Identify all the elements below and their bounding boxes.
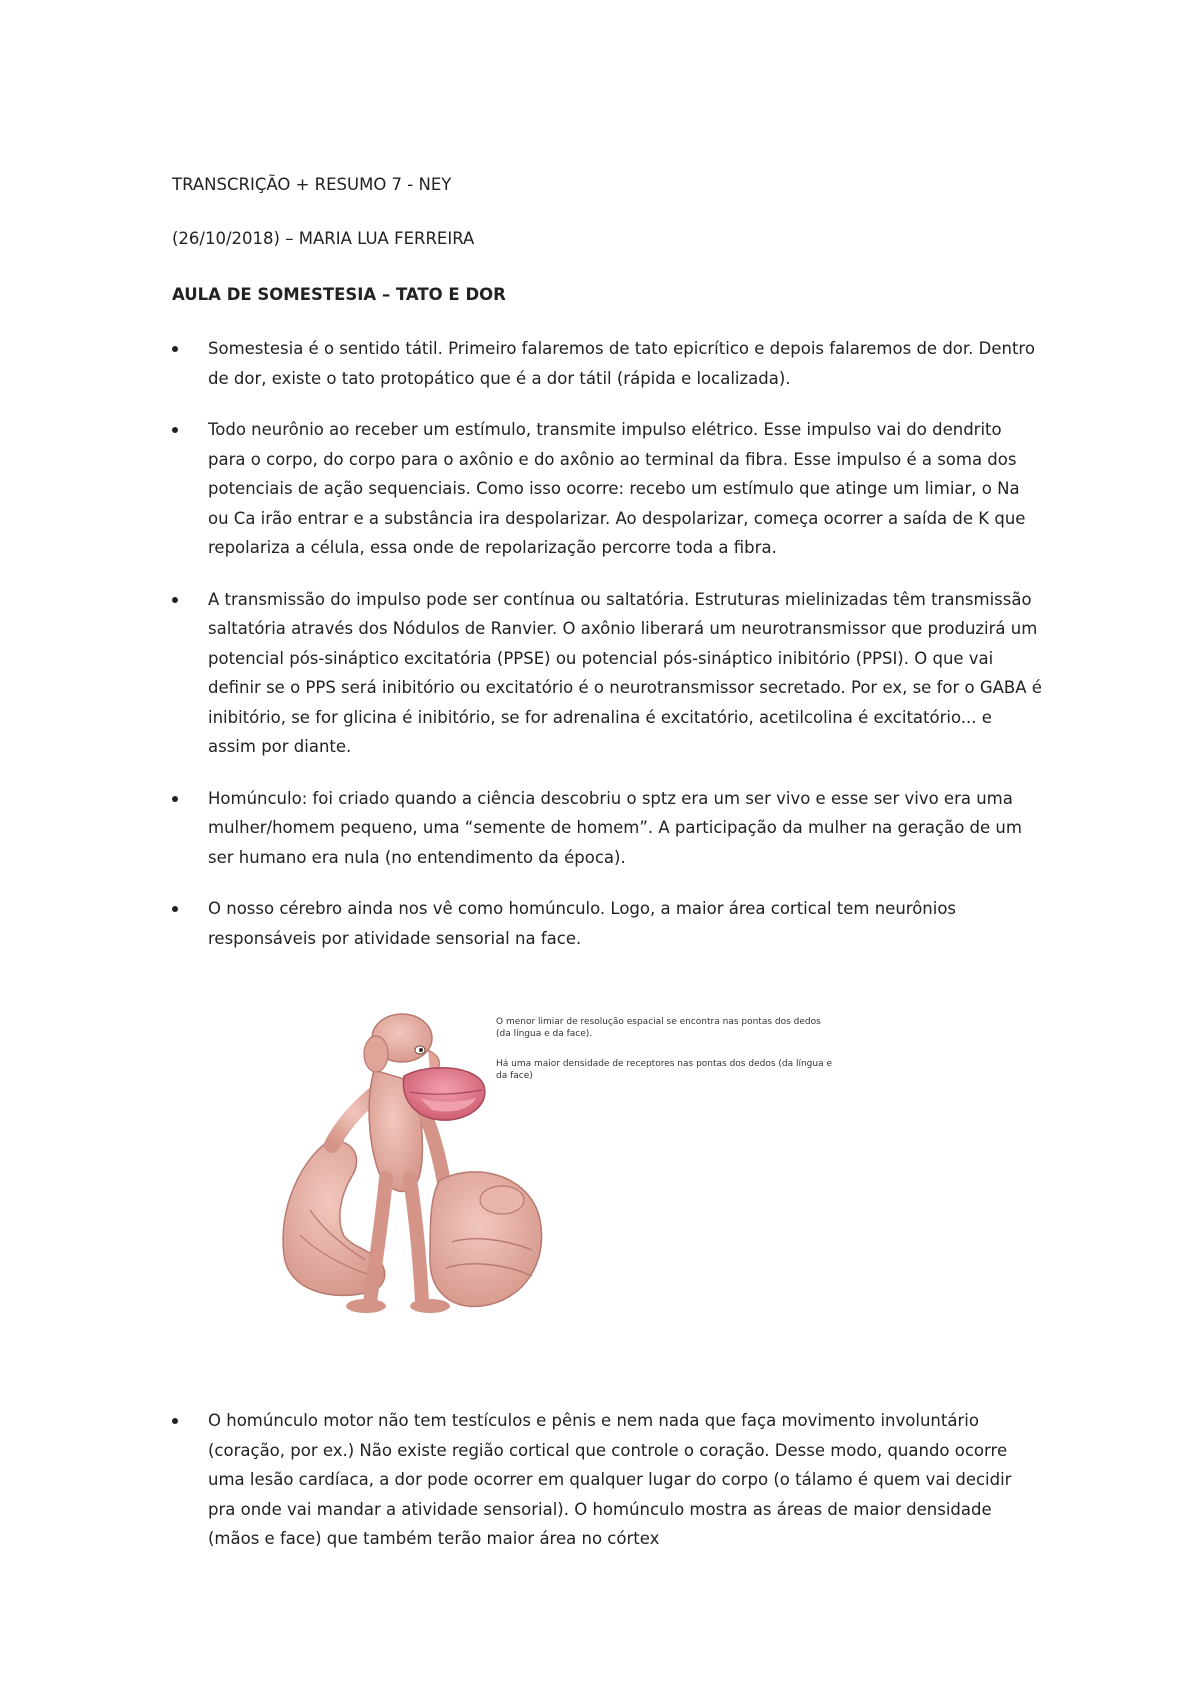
bullet-dot-icon: [172, 906, 178, 912]
bullet-text: Homúnculo: foi criado quando a ciência descobriu o sptz era um ser vivo e esse ser vivo era uma mulher/homem pequeno, uma “semente de homem”. A participação da mulher na geração de um ser humano era nula (no entendimento da época).: [208, 788, 1022, 867]
bullet-dot-icon: [172, 597, 178, 603]
list-item: [172, 585, 1042, 762]
bullet-dot-icon: [172, 427, 178, 433]
list-item: [172, 784, 1042, 873]
list-item: [172, 415, 1042, 563]
bullet-text: A transmissão do impulso pode ser contínua ou saltatória. Estruturas mielinizadas têm transmissão saltatória através dos Nódulos de Ranvier. O axônio liberará um neurotransmissor que produzirá um potencial pós-sináptico excitatória (PPSE) ou potencial pós-sináptico inibitório (PPSI). O que vai definir se o PPS será inibitório ou excitatório é o neurotransmissor secretado. Por ex, se for o GABA é inibitório, se for glicina é inibitório, se for adrenalina é excitatório, acetilcolina é excitatório... e assim por diante.: [208, 589, 1042, 756]
list-item: [172, 334, 1042, 393]
document-title: TRANSCRIÇÃO + RESUMO 7 - NEY: [172, 175, 452, 194]
figure-caption-1: O menor limiar de resolução espacial se encontra nas pontas dos dedos (da língua e da face).: [496, 1017, 821, 1039]
homunculus-figure: [270, 1010, 833, 1320]
bullet-dot-icon: [172, 796, 178, 802]
lesson-heading: AULA DE SOMESTESIA – TATO E DOR: [172, 285, 506, 304]
bullet-text: Todo neurônio ao receber um estímulo, transmite impulso elétrico. Esse impulso vai do dendrito para o corpo, do corpo para o axônio e do axônio ao terminal da fibra. Esse impulso é a soma dos potenciais de ação sequenciais. Como isso ocorre: recebo um estímulo que atinge um limiar, o Na ou Ca irão entrar e a substância ira despolarizar. Ao despolarizar, começa ocorrer a saída de K que repolariza a célula, essa onde de repolarização percorre toda a fibra.: [208, 420, 1026, 557]
list-item-last: [172, 1406, 1042, 1554]
bullet-text: O homúnculo motor não tem testículos e pênis e nem nada que faça movimento involuntário (coração, por ex.) Não existe região cortical que controle o coração. Desse modo, quando ocorre uma lesão cardíaca, a dor pode ocorrer em qualquer lugar do corpo (o tálamo é quem vai decidir pra onde vai mandar a atividade sensorial). O homúnculo mostra as áreas de maior densidade (mãos e face) que também terão maior área no córtex: [208, 1411, 1012, 1548]
bullet-text: Somestesia é o sentido tátil. Primeiro falaremos de tato epicrítico e depois falaremos de dor. Dentro de dor, existe o tato protopático que é a dor tátil (rápida e localizada).: [208, 339, 1035, 388]
document-date-author: (26/10/2018) – MARIA LUA FERREIRA: [172, 229, 475, 248]
bullet-dot-icon: [172, 1418, 178, 1424]
bullet-list: [172, 334, 1042, 975]
figure-caption-2: Há uma maior densidade de receptores nas pontas dos dedos (da língua e da face): [496, 1059, 833, 1081]
list-item: [172, 894, 1042, 953]
bullet-text: O nosso cérebro ainda nos vê como homúnculo. Logo, a maior área cortical tem neurônios responsáveis por atividade sensorial na face.: [208, 899, 957, 948]
bullet-dot-icon: [172, 346, 178, 352]
homunculus-illustration: [270, 1010, 570, 1320]
